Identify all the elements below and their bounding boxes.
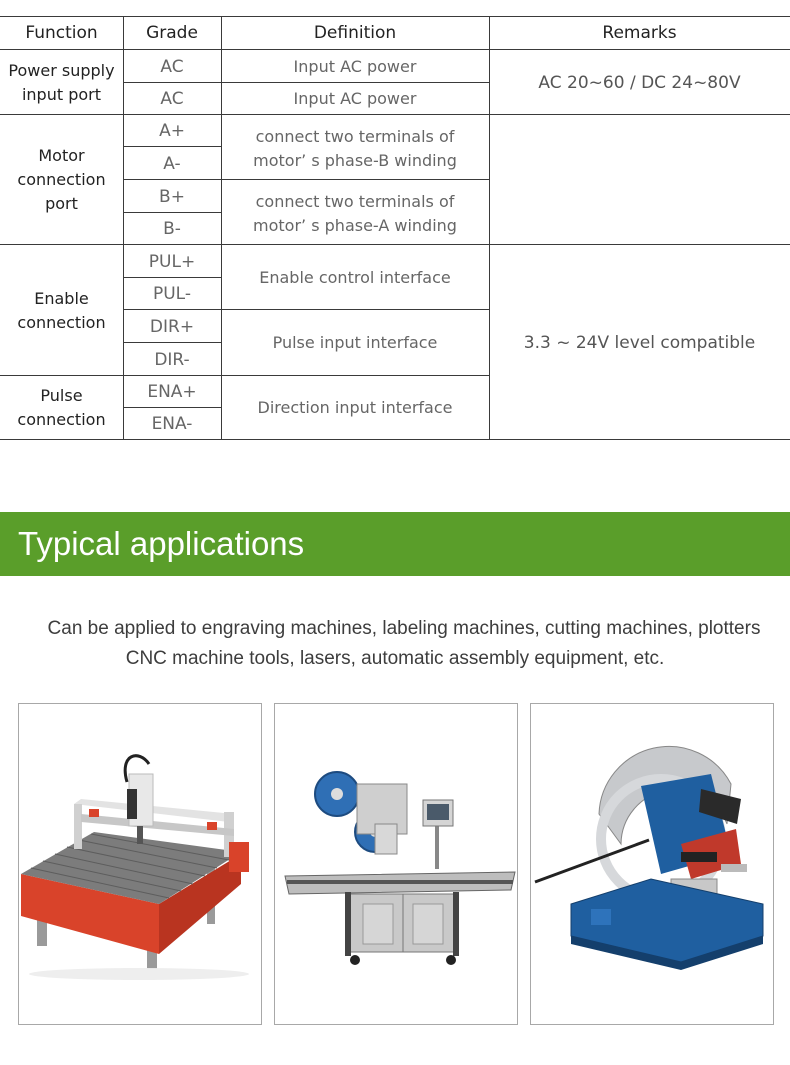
definition-cell: Input AC power bbox=[293, 56, 417, 76]
remarks-signal: 3.3 ~ 24V level compatible bbox=[523, 332, 756, 353]
remarks-motor bbox=[489, 115, 790, 245]
grade-cell: DIR+ bbox=[149, 316, 195, 337]
grade-cell: ENA+ bbox=[147, 382, 197, 402]
function-power-supply: Power supply input port bbox=[8, 60, 115, 104]
grade-cell: AC bbox=[160, 89, 184, 109]
labeling-machine-image bbox=[274, 703, 518, 1025]
definition-cell: Input AC power bbox=[293, 89, 417, 108]
description-line: CNC machine tools, lasers, automatic assembly equipment, etc. bbox=[125, 648, 665, 669]
function-motor-connection: Motor connection port bbox=[17, 146, 106, 213]
grade-cell: PUL- bbox=[152, 284, 191, 304]
table-divider bbox=[123, 407, 221, 408]
spec-table bbox=[0, 16, 790, 440]
header-function: Function bbox=[25, 23, 98, 43]
table-divider bbox=[123, 309, 489, 310]
table-divider bbox=[0, 16, 790, 17]
table-divider bbox=[0, 114, 790, 115]
definition-cell: connect two terminals of motor’ s phase-A winding bbox=[253, 191, 457, 235]
table-divider bbox=[221, 16, 222, 440]
grade-cell: AC bbox=[160, 56, 184, 77]
grade-cell: PUL+ bbox=[148, 251, 196, 272]
section-title: Typical applications bbox=[18, 525, 305, 562]
table-divider bbox=[123, 146, 221, 147]
grade-cell: A+ bbox=[159, 121, 185, 141]
table-divider bbox=[0, 375, 489, 376]
definition-cell: Enable control interface bbox=[259, 267, 451, 287]
table-divider bbox=[123, 179, 489, 180]
function-pulse-connection: Pulse connection bbox=[17, 386, 106, 429]
function-enable-connection: Enable connection bbox=[17, 288, 106, 332]
table-divider bbox=[0, 244, 790, 245]
grade-cell: DIR- bbox=[154, 349, 190, 370]
table-divider bbox=[489, 16, 490, 440]
definition-cell: Direction input interface bbox=[257, 398, 453, 417]
header-definition: Definition bbox=[313, 23, 397, 43]
table-divider bbox=[123, 342, 221, 343]
header-grade: Grade bbox=[146, 23, 198, 43]
grade-cell: B- bbox=[163, 219, 181, 239]
definition-cell: connect two terminals of motor’ s phase-B winding bbox=[253, 126, 457, 170]
definition-cell: Pulse input interface bbox=[272, 333, 438, 352]
grade-cell: ENA- bbox=[151, 414, 193, 434]
table-divider bbox=[123, 82, 489, 83]
grade-cell: A- bbox=[163, 153, 181, 174]
remarks-power: AC 20~60 / DC 24~80V bbox=[538, 72, 741, 93]
header-remarks: Remarks bbox=[602, 23, 677, 43]
cnc-router-image bbox=[18, 703, 262, 1025]
section-banner bbox=[0, 512, 790, 576]
description-line: Can be applied to engraving machines, labeling machines, cutting machines, plotters bbox=[47, 618, 761, 639]
table-divider bbox=[123, 212, 221, 213]
table-divider bbox=[0, 439, 790, 440]
cutting-machine-image bbox=[530, 703, 774, 1025]
table-divider bbox=[123, 277, 221, 278]
grade-cell: B+ bbox=[159, 186, 185, 207]
table-divider bbox=[123, 16, 124, 440]
table-divider bbox=[0, 49, 790, 50]
